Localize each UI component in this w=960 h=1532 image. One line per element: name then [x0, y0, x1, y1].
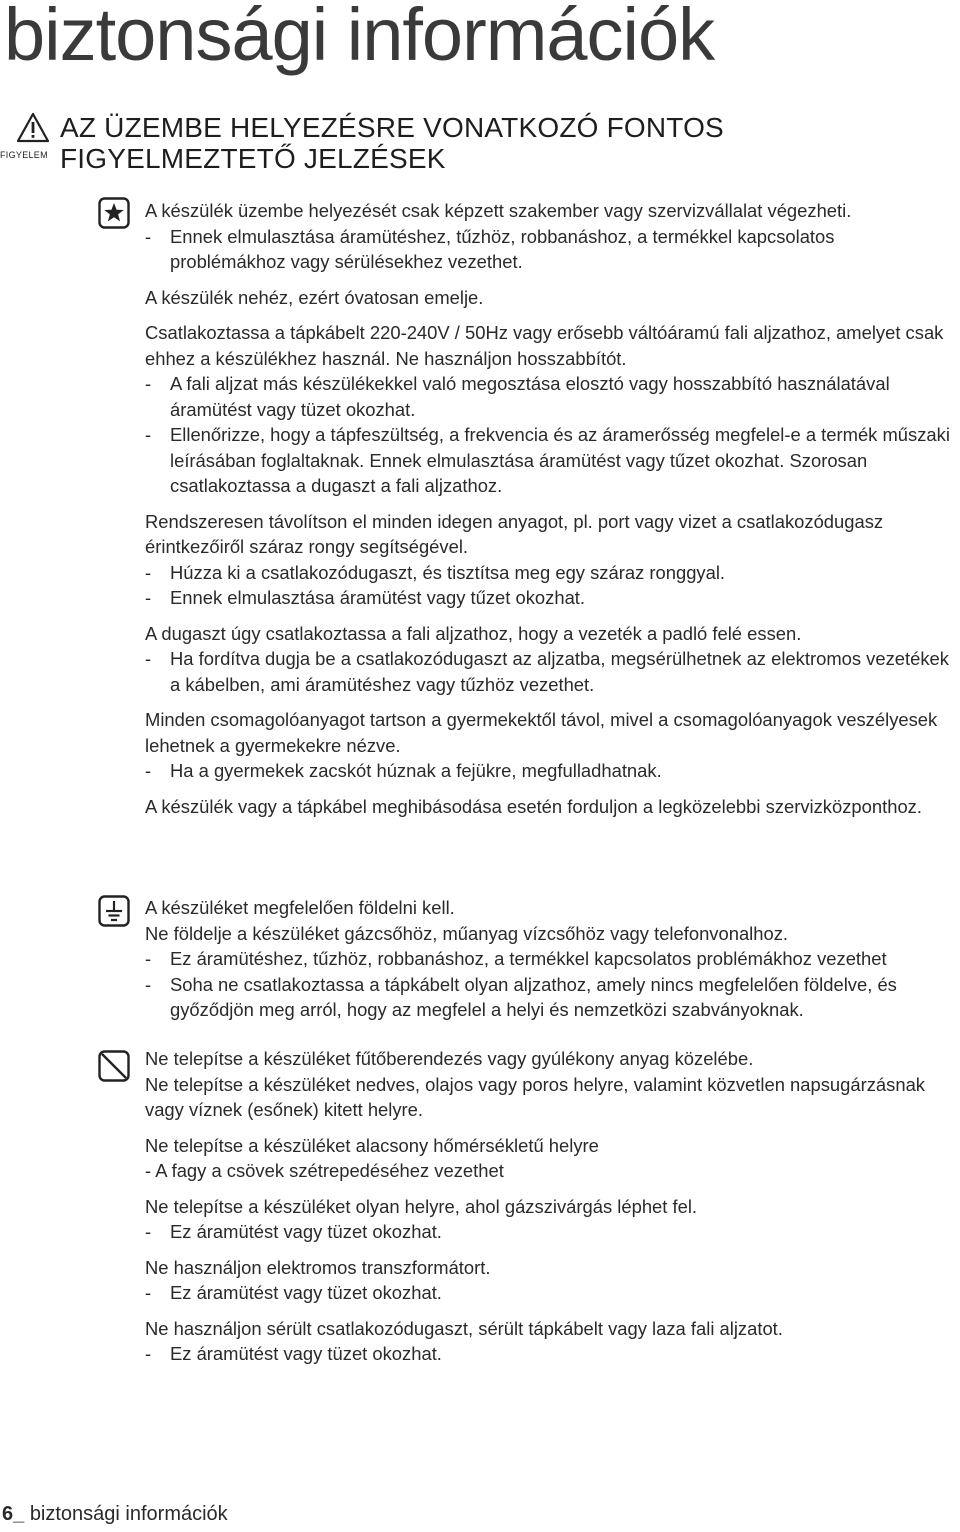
paragraph-text: Ne földelje a készüléket gázcsőhöz, műanyag vízcsőhöz vagy telefonvonalhoz. [145, 922, 789, 944]
list-item [145, 371, 955, 422]
ground-icon [98, 895, 130, 927]
paragraph-text: A dugaszt úgy csatlakoztassa a fali aljzathoz, hogy a vezeték a padló felé essen. [145, 622, 802, 644]
paragraph-text: A készüléket megfelelően földelni kell. [145, 897, 455, 918]
list-item-text: Ellenőrizze, hogy a tápfeszültség, a frekvencia és az áramerősség megfelel-e a termék műszaki leírásában foglaltaknak. Ennek elmulasztása áramütést vagy tűzet okozhat. Szorosan csatlakoztassa a dugaszt a fali aljzathoz. [170, 424, 950, 496]
list-item-text: Húzza ki a csatlakozódugaszt, és tisztítsa meg egy száraz ronggyal. [170, 561, 726, 583]
list-item [145, 224, 955, 275]
list-item-text: Ennek elmulasztása áramütést vagy tűzet okozhat. [170, 587, 586, 608]
paragraph-text: Ne telepítse a készüléket olyan helyre, ahol gázszivárgás léphet fel. [145, 1195, 698, 1217]
list-item-text: Ha fordítva dugja be a csatlakozódugaszt az aljzatba, megsérülhetnek az elektromos vezetékek a kábelben, ami áramütéshez vagy tűzhöz vezethet. [170, 648, 949, 695]
page-footer [2, 1503, 228, 1526]
paragraph-text: Csatlakoztassa a tápkábelt 220-240V / 50Hz vagy erősebb váltóáramú fali aljzathoz, amelyet csak ehhez a készülékhez használ. Ne használjon hosszabbítót. [145, 322, 944, 369]
list-dash: - [145, 648, 152, 669]
paragraph-gap [145, 1306, 955, 1316]
list-dash: - [145, 225, 152, 247]
list-dash: - [145, 587, 152, 608]
list-dash: - [145, 1282, 152, 1303]
paragraph-gap [145, 784, 955, 794]
paragraph-gap [145, 1245, 955, 1255]
list-item [145, 758, 955, 784]
paragraph-text: Ne telepítse a készüléket alacsony hőmérsékletű helyre [145, 1134, 599, 1156]
list-item-text: Ennek elmulasztása áramütéshez, tűzhöz, robbanáshoz, a termékkel kapcsolatos problémákhoz vagy sérülésekhez vezethet. [170, 225, 835, 272]
page-number: 6_ [2, 1503, 25, 1525]
list-dash: - [145, 561, 152, 583]
paragraph-gap [145, 697, 955, 707]
list-dash: - [145, 1343, 152, 1364]
paragraph-text: Minden csomagolóanyagot tartson a gyermekektől távol, mivel a csomagolóanyagok veszélyesek lehetnek a gyermekekre nézve. [145, 709, 938, 756]
paragraph-gap [145, 275, 955, 285]
list-item-text: Ha a gyermekek zacskót húznak a fejükre, megfulladhatnak. [170, 760, 662, 781]
list-item [145, 1280, 955, 1306]
list-dash: - [145, 1221, 152, 1242]
paragraph-gap [145, 1123, 955, 1133]
section-title-line2: FIGYELMEZTETŐ JELZÉSEK [60, 143, 446, 174]
list-dash: - [145, 948, 152, 969]
block-installation [145, 198, 955, 819]
list-item-text: Ez áramütéshez, tűzhöz, robbanáshoz, a termékkel kapcsolatos problémákhoz vezethet [170, 948, 887, 969]
paragraph-text: - A fagy a csövek szétrepedéséhez vezethet [145, 1160, 504, 1181]
paragraph-text: Ne használjon sérült csatlakozódugaszt, sérült tápkábelt vagy laza fali aljzatot. [145, 1317, 783, 1339]
paragraph-gap [145, 611, 955, 621]
list-item-text: A fali aljzat más készülékekkel való megosztása elosztó vagy hosszabbító használatával áramütést vagy tüzet okozhat. [170, 373, 890, 420]
list-item-text: Ez áramütést vagy tüzet okozhat. [170, 1221, 442, 1242]
list-item [145, 1219, 955, 1245]
paragraph-gap [145, 310, 955, 320]
paragraph-text: Ne telepítse a készüléket fűtőberendezés vagy gyúlékony anyag közelébe. [145, 1048, 754, 1069]
paragraph-text: Ne használjon elektromos transzformátort. [145, 1256, 491, 1278]
paragraph-text: A készülék vagy a tápkábel meghibásodása esetén forduljon a legközelebbi szervizközponthoz. [145, 795, 922, 817]
list-item-text: Ez áramütést vagy tüzet okozhat. [170, 1343, 442, 1364]
list-dash: - [145, 373, 152, 394]
list-item [145, 560, 955, 586]
page-title: biztonsági információk [4, 0, 715, 76]
paragraph-text: A készülék nehéz, ezért óvatosan emelje. [145, 286, 484, 308]
warning-header [10, 112, 52, 144]
footer-section-name: biztonsági információk [29, 1503, 228, 1525]
list-item-text: Soha ne csatlakoztassa a tápkábelt olyan aljzathoz, amely nincs megfelelően földelve, és győződjön meg arról, hogy az megfelel a helyi és nemzetközi szabványoknak. [170, 973, 897, 1020]
list-item [145, 422, 955, 499]
list-item [145, 946, 955, 972]
block-grounding [145, 895, 955, 1023]
list-item [145, 972, 955, 1023]
paragraph-text: Rendszeresen távolítson el minden idegen anyagot, pl. port vagy vizet a csatlakozódugasz érintkezőiről száraz rongy segítségével. [145, 510, 884, 557]
warning-triangle-icon [16, 112, 50, 144]
list-item [145, 585, 955, 611]
paragraph-text: Ne telepítse a készüléket nedves, olajos vagy poros helyre, valamint közvetlen napsugárzásnak vagy víznek (esőnek) kitett helyre. [145, 1073, 925, 1120]
list-item [145, 646, 955, 697]
list-dash: - [145, 424, 152, 445]
list-item-text: Ez áramütést vagy tüzet okozhat. [170, 1282, 442, 1303]
paragraph-text: A készülék üzembe helyezését csak képzett szakember vagy szervizvállalat végezheti. [145, 200, 852, 221]
list-dash: - [145, 973, 152, 995]
list-dash: - [145, 760, 152, 781]
paragraph-gap [145, 499, 955, 509]
block-location [145, 1046, 955, 1367]
prohibited-icon [98, 1050, 130, 1082]
section-title-line1: AZ ÜZEMBE HELYEZÉSRE VONATKOZÓ FONTOS [60, 112, 724, 143]
list-item [145, 1341, 955, 1367]
star-icon [98, 197, 130, 229]
paragraph-gap [145, 1184, 955, 1194]
section-title [60, 112, 724, 174]
warning-label: FIGYELEM [0, 150, 48, 160]
